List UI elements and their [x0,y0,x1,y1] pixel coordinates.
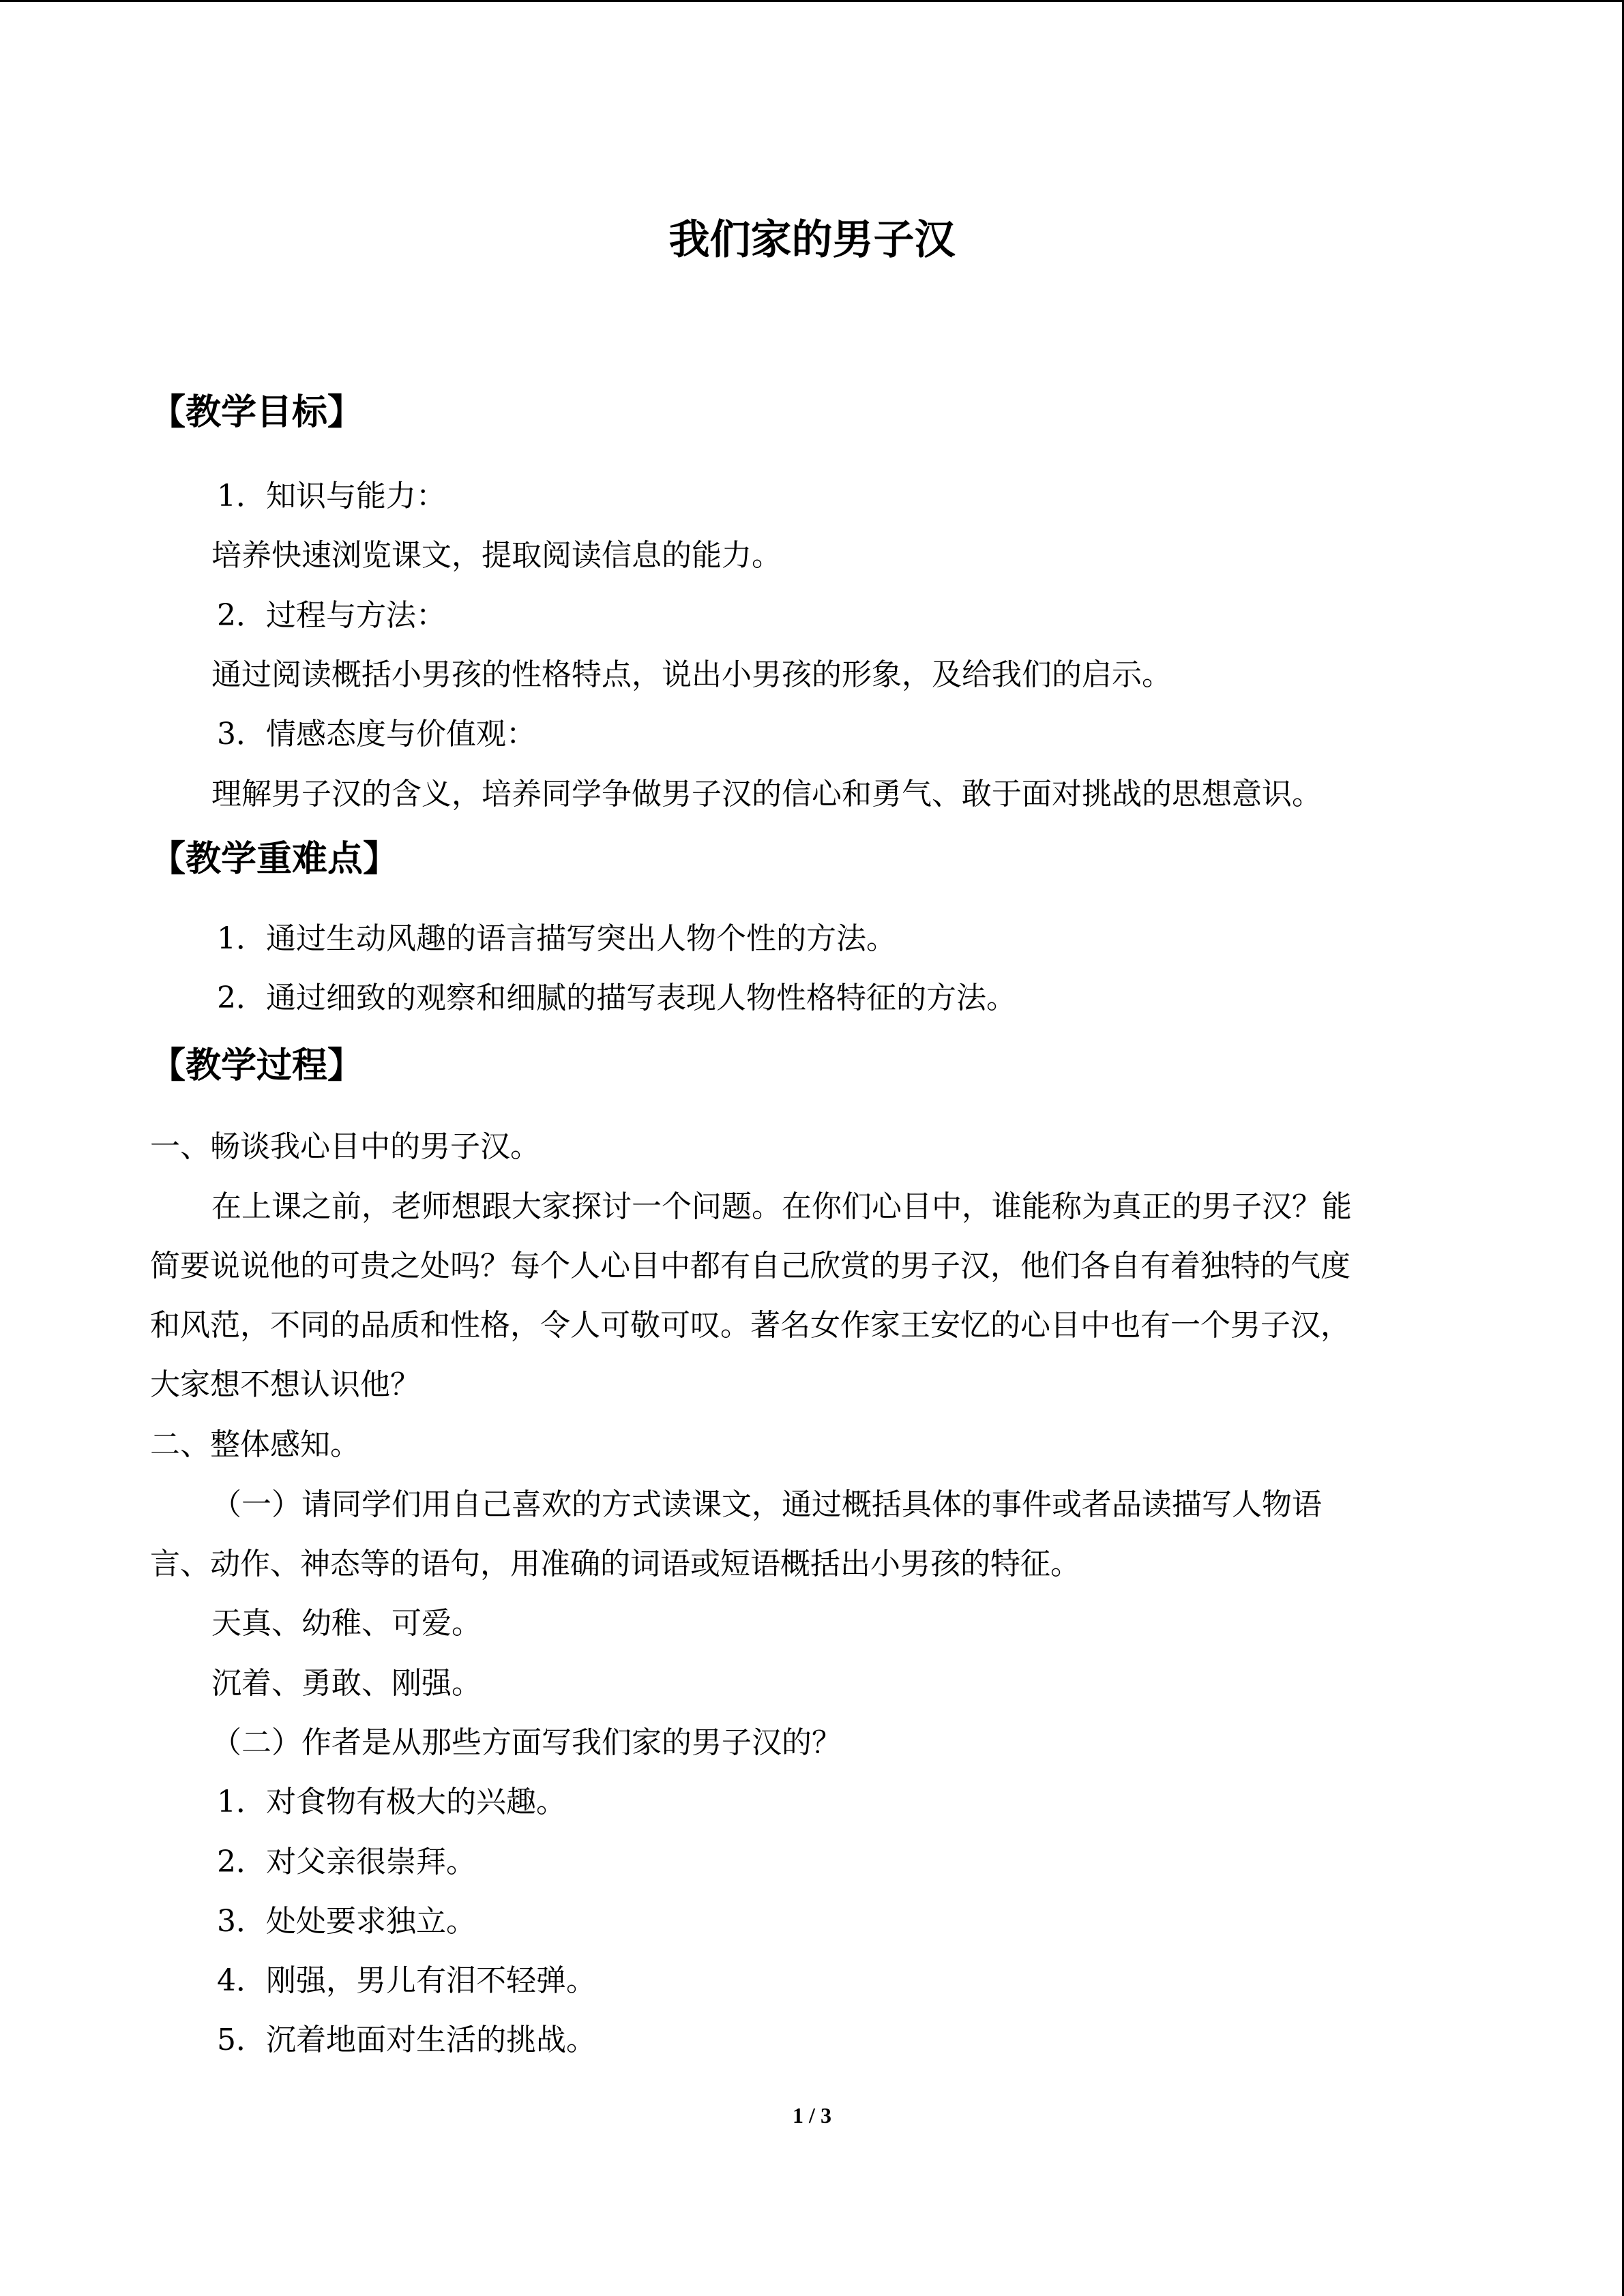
process-line: 3．处处要求独立。 [217,1904,476,1939]
process-line: 天真、幼稚、可爱。 [211,1606,482,1641]
process-line: 5．沉着地面对生活的挑战。 [217,2023,596,2057]
keypoint-line: 2．通过细致的观察和细腻的描写表现人物性格特征的方法。 [217,981,1016,1015]
process-line: 简要说说他的可贵之处吗？每个人心目中都有自己欣赏的男子汉，他们各自有着独特的气度 [150,1249,1350,1283]
goal-line: 通过阅读概括小男孩的性格特点，说出小男孩的形象，及给我们的启示。 [211,657,1172,692]
process-line: 4．刚强，男儿有泪不轻弹。 [217,1963,596,1998]
page-number: 1 / 3 [793,2103,831,2128]
goal-line: 1．知识与能力： [217,479,446,513]
process-line: 2．对父亲很崇拜。 [217,1845,476,1879]
document-title: 我们家的男子汉 [668,216,956,264]
goal-line: 理解男子汉的含义，培养同学争做男子汉的信心和勇气、敢于面对挑战的思想意识。 [211,777,1322,811]
goal-line: 2．过程与方法： [217,598,446,633]
section-heading-process: 【教学过程】 [150,1045,364,1086]
process-line: （一）请同学们用自己喜欢的方式读课文，通过概括具体的事件或者品读描写人物语 [211,1487,1322,1522]
process-line: 二、整体感知。 [150,1427,360,1462]
section-heading-keypoints: 【教学重难点】 [150,839,399,880]
goal-line: 培养快速浏览课文，提取阅读信息的能力。 [211,538,782,573]
keypoint-line: 1．通过生动风趣的语言描写突出人物个性的方法。 [217,921,896,956]
top-border [0,0,1624,2]
process-line: 沉着、勇敢、刚强。 [211,1666,482,1701]
process-line: 言、动作、神态等的语句，用准确的词语或短语概括出小男孩的特征。 [150,1547,1080,1581]
process-line: （二）作者是从那些方面写我们家的男子汉的？ [211,1725,842,1760]
process-line: 在上课之前，老师想跟大家探讨一个问题。在你们心目中，谁能称为真正的男子汉？能 [211,1189,1352,1224]
process-line: 一、畅谈我心目中的男子汉。 [150,1129,540,1164]
process-line: 大家想不想认识他？ [150,1367,420,1402]
process-line: 1．对食物有极大的兴趣。 [217,1785,566,1819]
process-line: 和风范，不同的品质和性格，令人可敬可叹。著名女作家王安忆的心目中也有一个男子汉， [150,1308,1350,1343]
goal-line: 3．情感态度与价值观： [217,717,536,751]
section-heading-goals: 【教学目标】 [150,392,364,433]
